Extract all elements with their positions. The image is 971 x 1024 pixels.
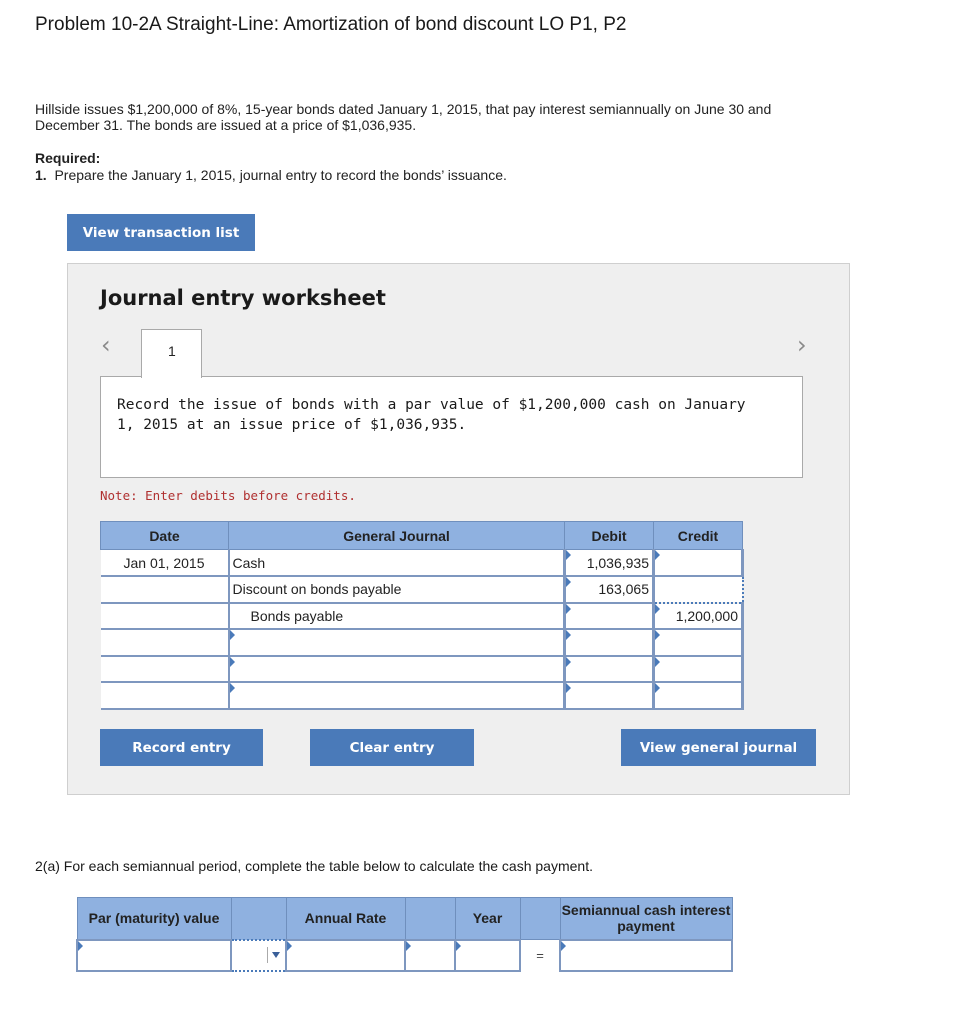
table-row xyxy=(101,576,743,603)
credit-cell[interactable] xyxy=(654,603,743,630)
account-cell[interactable] xyxy=(229,576,565,603)
debit-cell[interactable] xyxy=(565,603,654,630)
clear-entry-button[interactable]: Clear entry xyxy=(310,729,474,766)
cell-marker-icon xyxy=(566,630,571,640)
credit-cell[interactable] xyxy=(654,682,743,709)
chevron-right-icon[interactable]: › xyxy=(797,331,807,359)
date-cell[interactable] xyxy=(101,656,229,683)
date-cell[interactable] xyxy=(101,576,229,603)
date-cell[interactable]: Jan 01, 2015 xyxy=(101,550,229,577)
credit-cell[interactable] xyxy=(654,656,743,683)
operator-select[interactable] xyxy=(231,940,286,971)
debit-cell[interactable] xyxy=(565,550,654,577)
credit-cell[interactable] xyxy=(654,576,743,603)
required-item-1 xyxy=(35,167,507,183)
table-row xyxy=(101,629,743,656)
account-text: Discount on bonds payable xyxy=(232,581,402,598)
account-cell[interactable] xyxy=(229,550,565,577)
cell-marker-icon xyxy=(566,550,571,560)
required-item-1-text: Prepare the January 1, 2015, journal entry to record the bonds’ issuance. xyxy=(54,167,507,183)
required-heading: Required: xyxy=(35,150,101,166)
cell-marker-icon xyxy=(456,941,461,951)
cell-marker-icon xyxy=(655,604,660,614)
account-cell[interactable] xyxy=(229,682,565,709)
date-cell[interactable] xyxy=(101,603,229,630)
chevron-left-icon[interactable]: ‹ xyxy=(101,331,111,359)
debit-header: Debit xyxy=(565,522,654,550)
date-cell[interactable] xyxy=(101,629,229,656)
debit-value: 163,065 xyxy=(598,581,649,598)
cell-marker-icon xyxy=(655,550,660,560)
year-header: Year xyxy=(455,898,520,940)
cell-marker-icon xyxy=(406,941,411,951)
cell-marker-icon xyxy=(566,604,571,614)
table-row xyxy=(101,603,743,630)
view-general-journal-button[interactable]: View general journal xyxy=(621,729,816,766)
instruction-text: Record the issue of bonds with a par value of $1,200,000 cash on January 1, 2015 at an issue price of $1,036,935. xyxy=(117,397,746,433)
debit-cell[interactable] xyxy=(565,629,654,656)
credit-value: 1,200,000 xyxy=(675,607,738,624)
cell-marker-icon xyxy=(655,657,660,667)
equals-header xyxy=(520,898,560,940)
page-title: Problem 10-2A Straight-Line: Amortization of bond discount LO P1, P2 xyxy=(35,14,627,35)
chevron-down-icon[interactable] xyxy=(267,947,283,963)
journal-table xyxy=(100,521,744,710)
cell-marker-icon xyxy=(230,683,235,693)
worksheet-tab-1[interactable]: 1 xyxy=(141,329,202,378)
operator-header xyxy=(405,898,455,940)
general-journal-header: General Journal xyxy=(229,522,565,550)
table-row xyxy=(101,656,743,683)
semiannual-payment-header: Semiannual cash interest payment xyxy=(560,898,732,940)
debit-cell[interactable] xyxy=(565,576,654,603)
cell-marker-icon xyxy=(230,657,235,667)
equals-sign: = xyxy=(520,940,560,971)
account-cell[interactable] xyxy=(229,656,565,683)
par-value-input[interactable] xyxy=(77,940,231,971)
annual-rate-header: Annual Rate xyxy=(286,898,405,940)
date-cell[interactable] xyxy=(101,682,229,709)
account-cell[interactable] xyxy=(229,603,565,630)
debit-cell[interactable] xyxy=(565,656,654,683)
credit-cell[interactable] xyxy=(654,550,743,577)
cell-marker-icon xyxy=(566,577,571,587)
worksheet-title: Journal entry worksheet xyxy=(100,286,386,310)
operator-header xyxy=(231,898,286,940)
annual-rate-input[interactable] xyxy=(286,940,405,971)
account-text: Cash xyxy=(232,554,266,571)
date-header: Date xyxy=(101,522,229,550)
debits-credits-note: Note: Enter debits before credits. xyxy=(100,488,356,503)
account-text: Bonds payable xyxy=(250,607,344,624)
cell-marker-icon xyxy=(655,630,660,640)
debit-value: 1,036,935 xyxy=(586,554,649,571)
cell-marker-icon xyxy=(566,683,571,693)
cell-marker-icon xyxy=(230,630,235,640)
debit-cell[interactable] xyxy=(565,682,654,709)
problem-description: Hillside issues $1,200,000 of 8%, 15-year bonds dated January 1, 2015, that pay interest semiannually on June 30 and December 31. The bonds are issued at a price of $1,036,935. xyxy=(35,101,772,133)
table-row xyxy=(101,682,743,709)
cash-payment-table xyxy=(76,897,733,972)
view-transaction-list-button[interactable]: View transaction list xyxy=(67,214,255,251)
credit-cell[interactable] xyxy=(654,629,743,656)
required-item-1-number: 1. xyxy=(35,167,47,183)
cell-marker-icon xyxy=(287,941,292,951)
account-cell[interactable] xyxy=(229,629,565,656)
table-row xyxy=(101,550,743,577)
cell-marker-icon xyxy=(655,683,660,693)
semiannual-payment-input[interactable] xyxy=(560,940,732,971)
question-2a: 2(a) For each semiannual period, complete the table below to calculate the cash payment. xyxy=(35,858,593,874)
cell-marker-icon xyxy=(78,941,83,951)
par-value-header: Par (maturity) value xyxy=(77,898,231,940)
cell-marker-icon xyxy=(561,941,566,951)
credit-header: Credit xyxy=(654,522,743,550)
table-row xyxy=(77,940,732,971)
year-input[interactable] xyxy=(455,940,520,971)
operator-select[interactable] xyxy=(405,940,455,971)
record-entry-button[interactable]: Record entry xyxy=(100,729,263,766)
cell-marker-icon xyxy=(566,657,571,667)
